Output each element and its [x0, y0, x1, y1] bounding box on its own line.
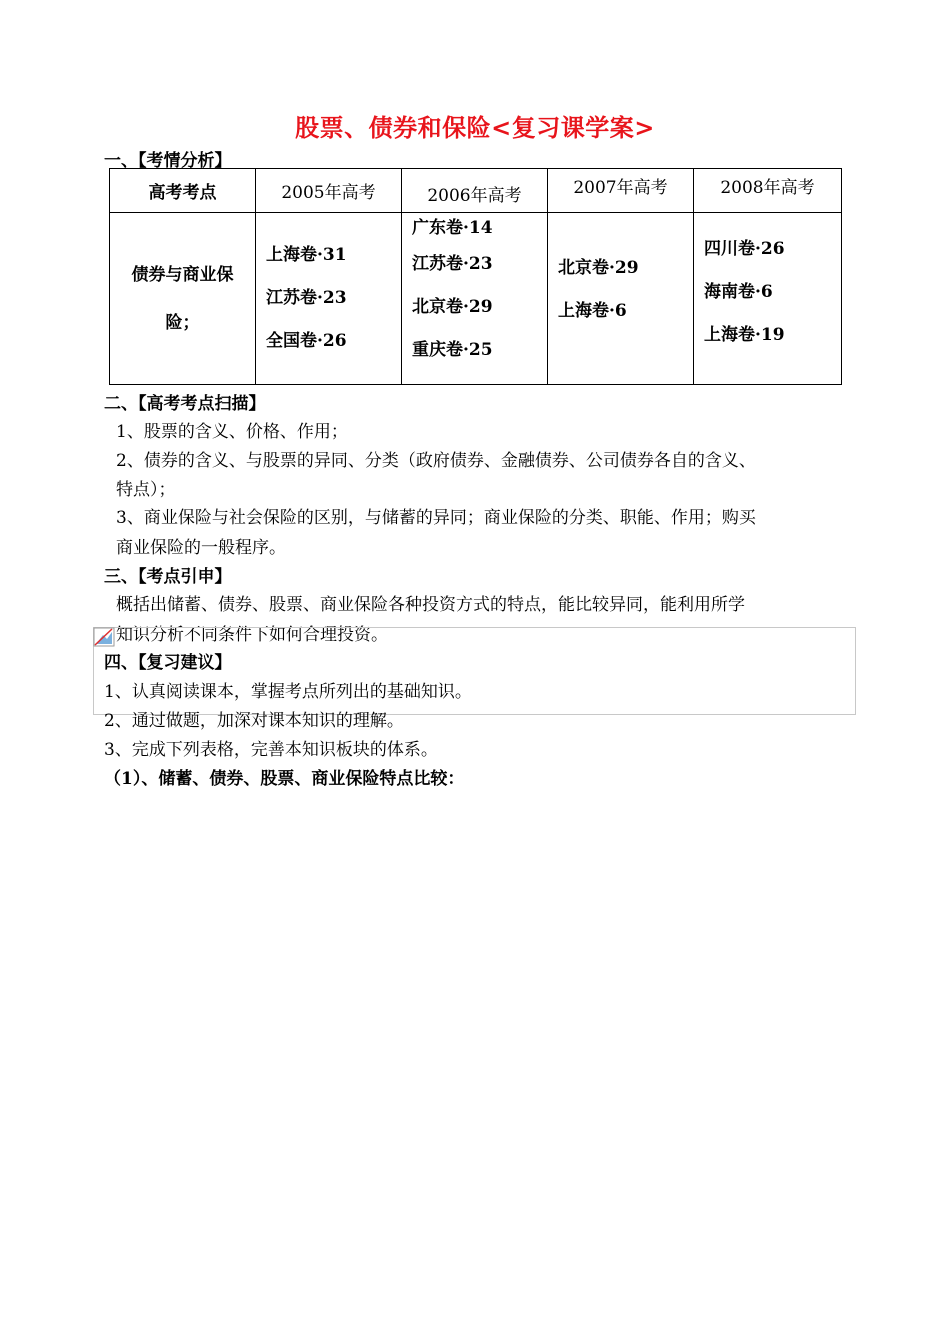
page-title: 股票、债券和保险<复习课学案> — [295, 113, 655, 142]
broken-image-icon — [93, 627, 115, 647]
list-item: 上海卷·6 — [558, 301, 627, 321]
section-4-line-3: 3、完成下列表格，完善本知识板块的体系。 — [104, 740, 438, 760]
header-cell-2005: 2005年高考 — [256, 169, 402, 213]
section-3-line-1: 概括出储蓄、债券、股票、商业保险各种投资方式的特点，能比较异同，能利用所学 — [116, 595, 745, 615]
list-item: 江苏卷·23 — [412, 254, 493, 274]
list-item: 北京卷·29 — [412, 297, 493, 317]
section-2-line-3: 特点）； — [116, 480, 176, 500]
list-item: 全国卷·26 — [266, 331, 347, 351]
list-item: 重庆卷·25 — [412, 340, 493, 360]
section-3-heading: 三、【考点引申】 — [104, 567, 232, 587]
cell-2005 — [256, 213, 402, 385]
section-2-line-5: 商业保险的一般程序。 — [116, 538, 286, 558]
cell-2007 — [548, 213, 694, 385]
cell-2008 — [694, 213, 842, 385]
list-item: 四川卷·26 — [704, 239, 785, 259]
section-4-line-1: 1、认真阅读课本，掌握考点所列出的基础知识。 — [104, 682, 472, 702]
section-4-heading: 四、【复习建议】 — [104, 653, 232, 673]
list-item: 广东卷·14 — [412, 218, 493, 238]
header-cell-2006: 2006年高考 — [402, 169, 548, 213]
list-item: 江苏卷·23 — [266, 288, 347, 308]
list-item: 上海卷·31 — [266, 245, 347, 265]
list-item: 海南卷·6 — [704, 282, 773, 302]
section-3-line-2: 知识分析不同条件下如何合理投资。 — [116, 625, 388, 645]
table-row — [110, 213, 842, 385]
cell-2006 — [402, 213, 548, 385]
header-cell-2007: 2007年高考 — [548, 169, 694, 213]
section-1-heading: 一、【考情分析】 — [104, 151, 232, 171]
header-cell-2008: 2008年高考 — [694, 169, 842, 213]
list-item: 北京卷·29 — [558, 258, 639, 278]
header-cell-topic: 高考考点 — [110, 169, 256, 213]
section-4-subheading: （1）、储蓄、债券、股票、商业保险特点比较： — [104, 769, 465, 789]
section-2-heading: 二、【高考考点扫描】 — [104, 394, 266, 414]
section-2-line-2: 2、债券的含义、与股票的异同、分类（政府债券、金融债券、公司债券各自的含义、 — [116, 451, 756, 471]
list-item: 上海卷·19 — [704, 325, 785, 345]
section-4-line-2: 2、通过做题，加深对课本知识的理解。 — [104, 711, 404, 731]
section-2-line-1: 1、股票的含义、价格、作用； — [116, 422, 348, 442]
topic-cell: 债券与商业保险； — [110, 213, 256, 385]
table-header-row — [110, 169, 842, 213]
section-2-line-4: 3、商业保险与社会保险的区别，与储蓄的异同；商业保险的分类、职能、作用；购买 — [116, 508, 756, 528]
exam-analysis-table — [109, 168, 842, 385]
